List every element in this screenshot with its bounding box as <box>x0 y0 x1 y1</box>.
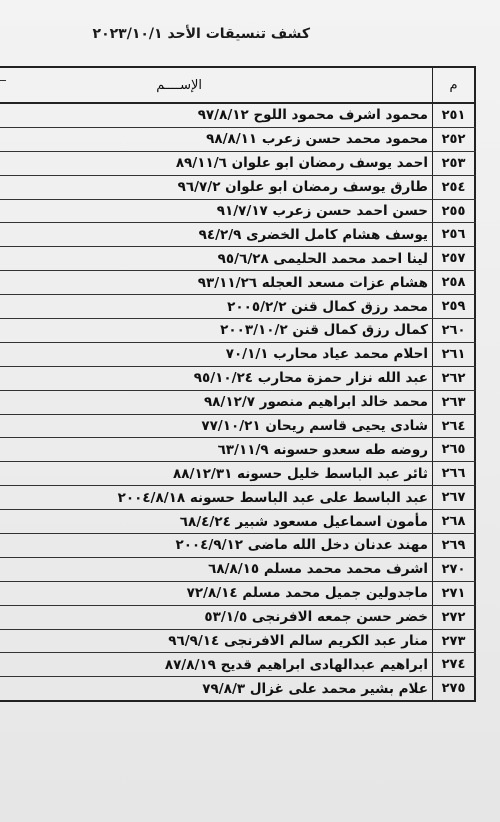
table-row <box>0 510 476 534</box>
row-number: ٢٥٢ <box>432 128 476 151</box>
table-row <box>0 630 476 654</box>
table-row <box>0 558 476 582</box>
row-name: ثائر عبد الباسط خليل حسونه ٨٨/١٢/٣١ <box>173 465 428 482</box>
row-name: مهند عدنان دخل الله ماضى ٢٠٠٤/٩/١٢ <box>175 537 428 554</box>
table-row <box>0 295 476 319</box>
row-number: ٢٦٤ <box>432 415 476 438</box>
table-row <box>0 152 476 176</box>
table-row <box>0 104 476 128</box>
row-name: اشرف محمد محمد مسلم ٦٨/٨/١٥ <box>208 561 428 578</box>
table-row <box>0 462 476 486</box>
row-number: ٢٦٢ <box>432 367 476 390</box>
row-name: ماجدولين جميل محمد مسلم ٧٢/٨/١٤ <box>186 585 428 602</box>
table-row <box>0 128 476 152</box>
table-row <box>0 486 476 510</box>
table-row <box>0 534 476 558</box>
table-row <box>0 415 476 439</box>
row-number: ٢٥٣ <box>432 152 476 175</box>
row-name: خضر حسن جمعه الافرنجى ٥٣/١/٥ <box>204 609 428 626</box>
row-name: هشام عزات مسعد العجله ٩٣/١١/٢٦ <box>197 274 428 291</box>
row-number: ٢٧٥ <box>432 677 476 700</box>
table-row <box>0 653 476 677</box>
table-row <box>0 677 476 700</box>
table-row <box>0 438 476 462</box>
row-number: ٢٦٦ <box>432 462 476 485</box>
row-number: ٢٥٨ <box>432 271 476 294</box>
header-name: الإســــم <box>156 77 202 93</box>
row-number: ٢٦٠ <box>432 319 476 342</box>
row-name: محمد رزق كمال قنن ٢٠٠٥/٢/٢ <box>227 298 428 315</box>
row-name: حسن احمد حسن زعرب ٩١/٧/١٧ <box>216 203 428 219</box>
row-number: ٢٦٣ <box>432 391 476 414</box>
table-body <box>0 104 476 700</box>
row-number: ٢٧٠ <box>432 558 476 581</box>
row-number: ٢٧٤ <box>432 653 476 676</box>
row-name: محمود محمد حسن زعرب ٩٨/٨/١١ <box>206 131 428 148</box>
table-row <box>0 271 476 295</box>
row-number: ٢٦٩ <box>432 534 476 557</box>
row-name: عبد الباسط على عبد الباسط حسونه ٢٠٠٤/٨/١٨ <box>117 489 428 506</box>
row-number: ٢٧٣ <box>432 630 476 653</box>
row-number: ٢٥٤ <box>432 176 476 199</box>
row-number: ٢٥٩ <box>432 295 476 318</box>
row-number: ٢٦٧ <box>432 486 476 509</box>
table-row <box>0 606 476 630</box>
row-name: لينا احمد محمد الحليمى ٩٥/٦/٢٨ <box>217 250 428 267</box>
table-row <box>0 343 476 367</box>
row-name: احمد يوسف رمضان ابو علوان ٨٩/١١/٦ <box>175 155 428 172</box>
table-header-row <box>0 68 476 104</box>
row-name: محمد خالد ابراهيم منصور ٩٨/١٢/٧ <box>203 394 428 411</box>
table-row <box>0 391 476 415</box>
row-number: ٢٦١ <box>432 343 476 366</box>
table-row <box>0 319 476 343</box>
table-row <box>0 223 476 247</box>
row-number: ٢٦٥ <box>432 438 476 461</box>
row-name: منار عبد الكريم سالم الافرنجى ٩٦/٩/١٤ <box>168 633 428 650</box>
row-number: ٢٧١ <box>432 582 476 605</box>
row-number: ٢٦٨ <box>432 510 476 533</box>
row-name: احلام محمد عياد محارب ٧٠/١/١ <box>225 346 428 363</box>
row-name: كمال رزق كمال قنن ٢٠٠٣/١٠/٢ <box>220 322 428 339</box>
header-number: م <box>432 68 476 102</box>
row-name: عبد الله نزار حمزة محارب ٩٥/١٠/٢٤ <box>193 370 428 387</box>
row-name: علام بشير محمد على غزال ٧٩/٨/٣ <box>202 680 428 697</box>
table-row <box>0 200 476 224</box>
row-name: يوسف هشام كامل الخضرى ٩٤/٢/٩ <box>198 226 428 243</box>
row-number: ٢٧٢ <box>432 606 476 629</box>
row-name: ابراهيم عبدالهادى ابراهيم قديح ٨٧/٨/١٩ <box>164 656 428 673</box>
row-name: شادى يحيى قاسم ريحان ٧٧/١٠/٢١ <box>201 418 428 435</box>
names-table <box>0 66 476 702</box>
row-number: ٢٥٥ <box>432 200 476 223</box>
row-number: ٢٥١ <box>432 104 476 127</box>
table-row <box>0 247 476 271</box>
document-title: كشف تنسيقات الأحد ٢٠٢٣/١٠/١ <box>92 26 310 42</box>
table-row <box>0 367 476 391</box>
row-name: طارق يوسف رمضان ابو علوان ٩٦/٧/٢ <box>177 179 428 196</box>
row-number: ٢٥٧ <box>432 247 476 270</box>
row-name: مأمون اسماعيل مسعود شبير ٦٨/٤/٢٤ <box>179 513 428 530</box>
table-row <box>0 582 476 606</box>
row-number: ٢٥٦ <box>432 223 476 246</box>
row-name: محمود اشرف محمود اللوح ٩٧/٨/١٢ <box>197 107 428 124</box>
row-name: روضه طه سعدو حسونه ٦٣/١١/٩ <box>217 441 428 458</box>
table-row <box>0 176 476 200</box>
